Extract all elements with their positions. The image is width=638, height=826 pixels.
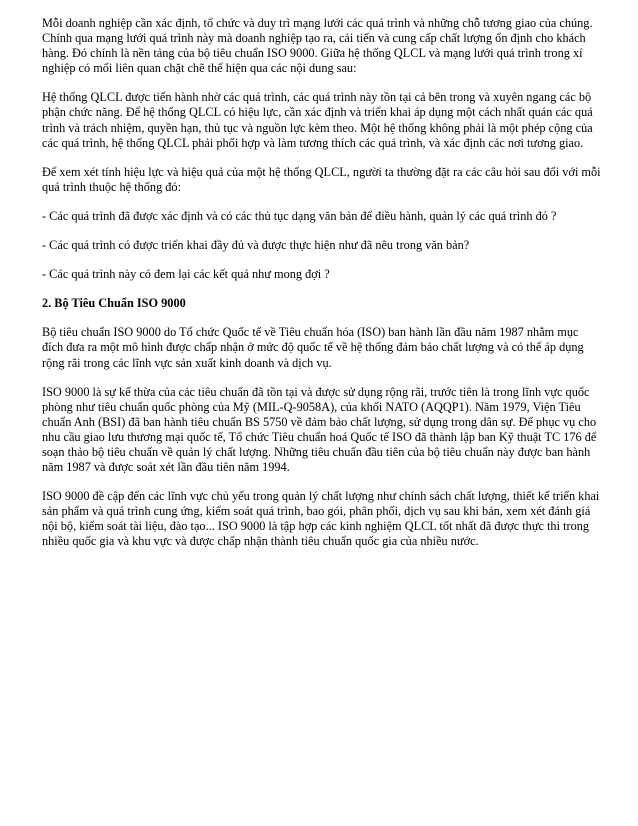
question-item-3: - Các quá trình này có đem lại các kết quả như mong đợi ? xyxy=(42,267,330,282)
question-item-2: - Các quá trình có được triển khai đầy đủ và được thực hiện như đã nêu trong văn bản? xyxy=(42,238,470,253)
section-heading: 2. Bộ Tiêu Chuẩn ISO 9000 xyxy=(42,296,186,311)
paragraph-intro-process-network: Mỗi doanh nghiệp cần xác định, tổ chức và duy trì mạng lưới các quá trình và những chỗ tương giao của chúng. Chính qua mạng lưới quá trình này mà doanh nghiệp tạo ra, cải tiến và cung cấp chất lượng ổn định cho khách hàng. Đó chính là nền tảng của bộ tiêu chuẩn ISO 9000. Giữa hệ thống QLCL và mạng lưới quá trình trong xí nghiệp có mối liên quan chặt chẽ thể hiện qua các nội dung sau: xyxy=(42,16,593,76)
paragraph-iso-overview: Bộ tiêu chuẩn ISO 9000 do Tổ chức Quốc tế về Tiêu chuẩn hóa (ISO) ban hành lần đầu năm 1987 nhằm mục đích đưa ra một mô hình được chấp nhận ở mức độ quốc tế về hệ thống đảm bảo chất lượng và có thể áp dụng rộng rãi trong các lĩnh vực sản xuất kinh doanh và dịch vụ. xyxy=(42,325,584,370)
document-page xyxy=(42,16,602,564)
paragraph-effectiveness-questions: Để xem xét tính hiệu lực và hiệu quả của một hệ thống QLCL, người ta thường đặt ra các câu hỏi sau đối với mỗi quá trình thuộc hệ thống đó: xyxy=(42,164,601,194)
question-item-1: - Các quá trình đã được xác định và có các thủ tục dạng văn bản để điều hành, quản lý các quá trình đó ? xyxy=(42,208,557,223)
paragraph-iso-history: ISO 9000 là sự kế thừa của các tiêu chuẩn đã tồn tại và được sử dụng rộng rãi, trước tiên là trong lĩnh vực quốc phòng như tiêu chuẩn quốc phòng của Mỹ (MIL-Q-9058A), của khối NATO (AQQP1). Năm 1979, Viện Tiêu chuẩn Anh (BSI) đã ban hành tiêu chuẩn BS 5750 về đảm bảo chất lượng, sử dụng trong dân sự. Để phục vụ cho nhu cầu giao lưu thương mại quốc tế, Tổ chức Tiêu chuẩn hoá Quốc tế ISO đã thành lập ban Kỹ thuật TC 176 để soạn thảo bộ tiêu chuẩn về quản lý chất lượng. Những tiêu chuẩn đầu tiên của bộ tiêu chuẩn này được ban hành năm 1987 và được soát xét lần đầu tiên năm 1994. xyxy=(42,384,597,475)
paragraph-iso-scope: ISO 9000 đề cập đến các lĩnh vực chủ yếu trong quản lý chất lượng như chính sách chất lượng, thiết kế triển khai sản phẩm và quá trình cung ứng, kiểm soát quá trình, bao gói, phân phối, dịch vụ sau khi bán, xem xét đánh giá nội bộ, kiểm soát tài liệu, đào tạo... ISO 9000 là tập hợp các kinh nghiệm QLCL tốt nhất đã được thực thi trong nhiều quốc gia và khu vực và được chấp nhận thành tiêu chuẩn quốc gia của nhiều nước. xyxy=(42,489,600,549)
paragraph-qms-processes: Hệ thống QLCL được tiến hành nhờ các quá trình, các quá trình này tồn tại cả bên trong và xuyên ngang các bộ phận chức năng. Để hệ thống QLCL có hiệu lực, cần xác định và triển khai áp dụng một cách nhất quán các quá trình và trách nhiệm, quyền hạn, thủ tục và nguồn lực kèm theo. Một hệ thống không phải là một phép cộng của các quá trình, hệ thống QLCL phải phối hợp và làm tương thích các quá trình, và xác định các nơi tương giao. xyxy=(42,90,593,150)
